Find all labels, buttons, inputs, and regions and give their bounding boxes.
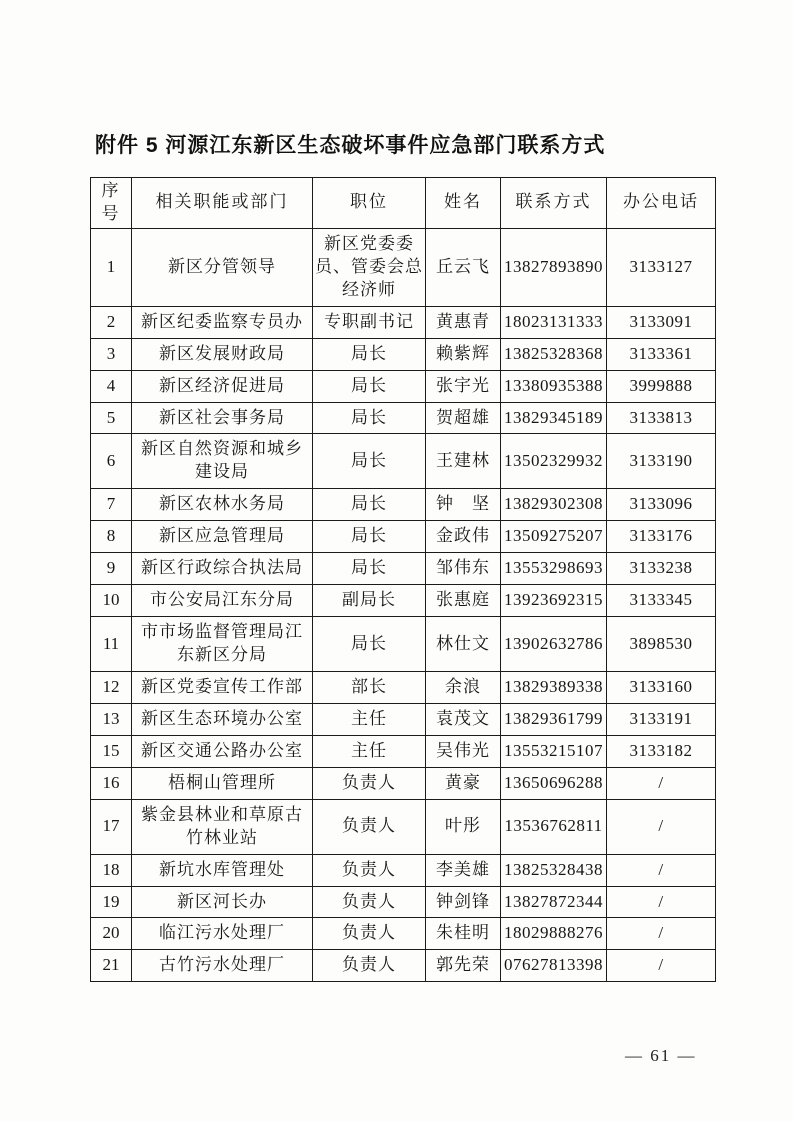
- cell-department: 新区行政综合执法局: [132, 553, 313, 585]
- cell-phone: 13923692315: [501, 585, 607, 617]
- cell-index: 2: [91, 306, 132, 338]
- table-row: [91, 886, 716, 918]
- cell-index: 19: [91, 886, 132, 918]
- cell-office-phone: /: [607, 886, 716, 918]
- cell-index: 4: [91, 370, 132, 402]
- table-body: [91, 228, 716, 981]
- cell-department: 市市场监督管理局江东新区分局: [132, 617, 313, 672]
- cell-department: 新区经济促进局: [132, 370, 313, 402]
- cell-index: 3: [91, 338, 132, 370]
- document-title: 附件 5 河源江东新区生态破坏事件应急部门联系方式: [95, 134, 606, 157]
- cell-name: 王建林: [426, 434, 501, 489]
- cell-phone: 18023131333: [501, 306, 607, 338]
- cell-position: 负责人: [313, 886, 426, 918]
- cell-name: 邹伟东: [426, 553, 501, 585]
- cell-index: 18: [91, 854, 132, 886]
- cell-index: 10: [91, 585, 132, 617]
- cell-department: 市公安局江东分局: [132, 585, 313, 617]
- cell-position: 负责人: [313, 799, 426, 854]
- cell-index: 15: [91, 735, 132, 767]
- cell-name: 郭先荣: [426, 950, 501, 982]
- cell-position: 负责人: [313, 854, 426, 886]
- cell-department: 新区农林水务局: [132, 489, 313, 521]
- cell-phone: 13502329932: [501, 434, 607, 489]
- table-row: [91, 228, 716, 306]
- cell-position: 局长: [313, 370, 426, 402]
- cell-department: 新区分管领导: [132, 228, 313, 306]
- cell-index: 8: [91, 521, 132, 553]
- page-number: — 61 —: [625, 1046, 697, 1065]
- cell-office-phone: 3133096: [607, 489, 716, 521]
- cell-index: 7: [91, 489, 132, 521]
- table-row: [91, 585, 716, 617]
- cell-department: 新区应急管理局: [132, 521, 313, 553]
- table-row: [91, 703, 716, 735]
- cell-department: 新区发展财政局: [132, 338, 313, 370]
- cell-department: 新区交通公路办公室: [132, 735, 313, 767]
- cell-office-phone: 3133176: [607, 521, 716, 553]
- table-row: [91, 617, 716, 672]
- cell-name: 赖紫辉: [426, 338, 501, 370]
- cell-office-phone: 3133160: [607, 671, 716, 703]
- cell-office-phone: 3133345: [607, 585, 716, 617]
- cell-phone: 13902632786: [501, 617, 607, 672]
- cell-name: 李美雄: [426, 854, 501, 886]
- cell-name: 金政伟: [426, 521, 501, 553]
- cell-position: 局长: [313, 553, 426, 585]
- cell-index: 6: [91, 434, 132, 489]
- cell-phone: 13650696288: [501, 767, 607, 799]
- cell-index: 20: [91, 918, 132, 950]
- cell-position: 主任: [313, 735, 426, 767]
- cell-position: 专职副书记: [313, 306, 426, 338]
- cell-position: 主任: [313, 703, 426, 735]
- table-row: [91, 306, 716, 338]
- table-row: [91, 799, 716, 854]
- cell-department: 新区党委宣传工作部: [132, 671, 313, 703]
- cell-phone: 07627813398: [501, 950, 607, 982]
- cell-name: 黄豪: [426, 767, 501, 799]
- cell-phone: 13380935388: [501, 370, 607, 402]
- cell-phone: 13827872344: [501, 886, 607, 918]
- cell-index: 16: [91, 767, 132, 799]
- header-position: 职位: [313, 178, 426, 229]
- table-row: [91, 918, 716, 950]
- cell-name: 丘云飞: [426, 228, 501, 306]
- cell-name: 张惠庭: [426, 585, 501, 617]
- cell-position: 新区党委委员、管委会总经济师: [313, 228, 426, 306]
- cell-phone: 13553298693: [501, 553, 607, 585]
- cell-office-phone: 3133238: [607, 553, 716, 585]
- table-row: [91, 671, 716, 703]
- cell-department: 新区自然资源和城乡建设局: [132, 434, 313, 489]
- cell-name: 钟剑锋: [426, 886, 501, 918]
- cell-name: 黄惠青: [426, 306, 501, 338]
- cell-office-phone: 3133182: [607, 735, 716, 767]
- cell-index: 21: [91, 950, 132, 982]
- cell-position: 副局长: [313, 585, 426, 617]
- cell-phone: 13509275207: [501, 521, 607, 553]
- table-row: [91, 370, 716, 402]
- cell-name: 余浪: [426, 671, 501, 703]
- cell-index: 9: [91, 553, 132, 585]
- table-row: [91, 854, 716, 886]
- cell-department: 新坑水库管理处: [132, 854, 313, 886]
- cell-position: 局长: [313, 434, 426, 489]
- cell-position: 负责人: [313, 950, 426, 982]
- cell-department: 新区纪委监察专员办: [132, 306, 313, 338]
- cell-phone: 13827893890: [501, 228, 607, 306]
- cell-position: 局长: [313, 338, 426, 370]
- header-phone: 联系方式: [501, 178, 607, 229]
- cell-department: 梧桐山管理所: [132, 767, 313, 799]
- cell-index: 11: [91, 617, 132, 672]
- cell-name: 袁茂文: [426, 703, 501, 735]
- cell-phone: 13829345189: [501, 402, 607, 434]
- cell-office-phone: /: [607, 767, 716, 799]
- cell-phone: 13825328368: [501, 338, 607, 370]
- cell-phone: 13829389338: [501, 671, 607, 703]
- cell-name: 吴伟光: [426, 735, 501, 767]
- cell-position: 负责人: [313, 767, 426, 799]
- table-row: [91, 434, 716, 489]
- cell-name: 贺超雄: [426, 402, 501, 434]
- cell-office-phone: 3133190: [607, 434, 716, 489]
- cell-office-phone: 3133127: [607, 228, 716, 306]
- cell-department: 新区河长办: [132, 886, 313, 918]
- cell-index: 13: [91, 703, 132, 735]
- header-office-phone: 办公电话: [607, 178, 716, 229]
- cell-phone: 13553215107: [501, 735, 607, 767]
- cell-name: 朱桂明: [426, 918, 501, 950]
- table-row: [91, 950, 716, 982]
- cell-position: 部长: [313, 671, 426, 703]
- contacts-table: [90, 177, 716, 982]
- cell-phone: 13829302308: [501, 489, 607, 521]
- cell-department: 临江污水处理厂: [132, 918, 313, 950]
- cell-office-phone: 3133091: [607, 306, 716, 338]
- cell-position: 局长: [313, 617, 426, 672]
- cell-phone: 13536762811: [501, 799, 607, 854]
- table-row: [91, 402, 716, 434]
- cell-index: 5: [91, 402, 132, 434]
- cell-phone: 13825328438: [501, 854, 607, 886]
- cell-name: 张宇光: [426, 370, 501, 402]
- cell-department: 新区社会事务局: [132, 402, 313, 434]
- cell-office-phone: /: [607, 950, 716, 982]
- header-department: 相关职能或部门: [132, 178, 313, 229]
- cell-position: 局长: [313, 489, 426, 521]
- cell-office-phone: 3133191: [607, 703, 716, 735]
- cell-index: 1: [91, 228, 132, 306]
- cell-name: 钟 坚: [426, 489, 501, 521]
- cell-index: 17: [91, 799, 132, 854]
- cell-office-phone: 3999888: [607, 370, 716, 402]
- table-row: [91, 553, 716, 585]
- cell-office-phone: /: [607, 854, 716, 886]
- cell-position: 负责人: [313, 918, 426, 950]
- table-row: [91, 767, 716, 799]
- cell-office-phone: 3898530: [607, 617, 716, 672]
- cell-department: 新区生态环境办公室: [132, 703, 313, 735]
- cell-department: 紫金县林业和草原古竹林业站: [132, 799, 313, 854]
- cell-office-phone: /: [607, 918, 716, 950]
- table-row: [91, 489, 716, 521]
- table-row: [91, 735, 716, 767]
- header-name: 姓名: [426, 178, 501, 229]
- cell-office-phone: /: [607, 799, 716, 854]
- cell-name: 叶彤: [426, 799, 501, 854]
- cell-phone: 13829361799: [501, 703, 607, 735]
- table-header-row: [91, 178, 716, 229]
- cell-office-phone: 3133361: [607, 338, 716, 370]
- cell-office-phone: 3133813: [607, 402, 716, 434]
- table-row: [91, 521, 716, 553]
- cell-position: 局长: [313, 521, 426, 553]
- cell-name: 林仕文: [426, 617, 501, 672]
- cell-department: 古竹污水处理厂: [132, 950, 313, 982]
- cell-index: 12: [91, 671, 132, 703]
- header-index: 序号: [91, 178, 132, 229]
- cell-position: 局长: [313, 402, 426, 434]
- cell-phone: 18029888276: [501, 918, 607, 950]
- table-row: [91, 338, 716, 370]
